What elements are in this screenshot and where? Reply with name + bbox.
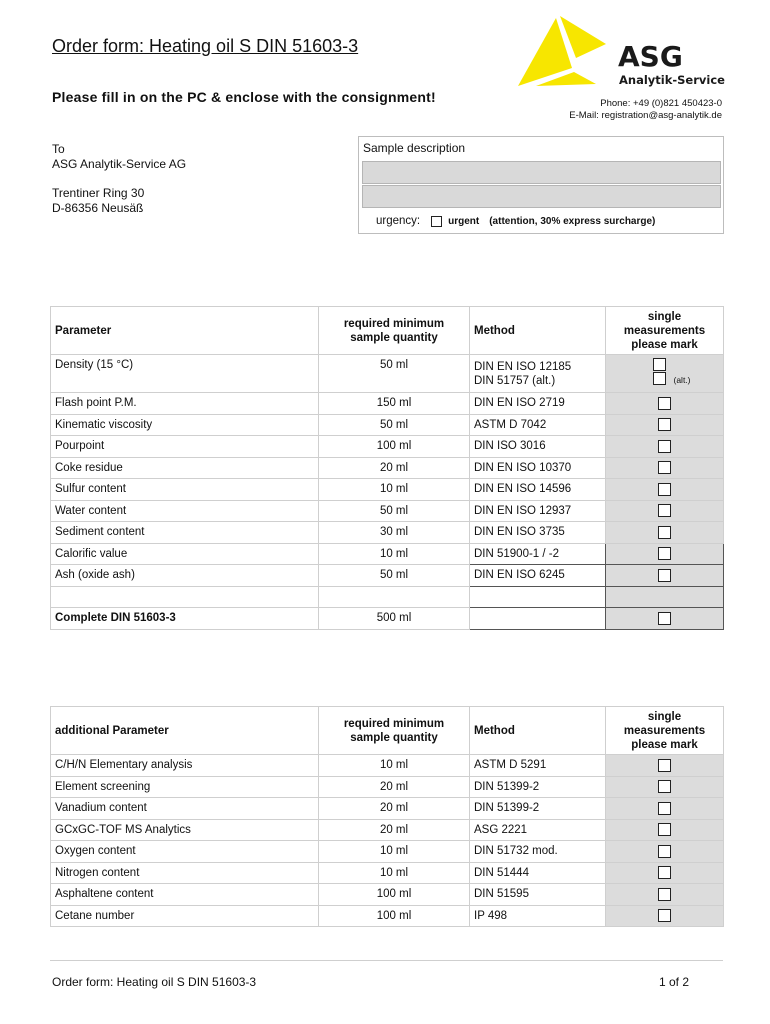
row-mark-cell: [606, 862, 724, 884]
row-quantity: 10 ml: [319, 841, 470, 863]
row-method: DIN EN ISO 3735: [470, 522, 606, 544]
table-row: [51, 500, 724, 522]
additional-parameter-table: [50, 706, 724, 927]
footer-divider: [50, 960, 723, 961]
row-quantity: [319, 586, 470, 608]
row-parameter: Sulfur content: [51, 479, 319, 501]
row-quantity: 50 ml: [319, 500, 470, 522]
header-mark: single measurements please mark: [606, 307, 724, 355]
table-row: [51, 479, 724, 501]
row-mark-cell: [606, 414, 724, 436]
row-quantity: 50 ml: [319, 565, 470, 587]
row-quantity: 20 ml: [319, 819, 470, 841]
row-method: DIN EN ISO 2719: [470, 393, 606, 415]
row-quantity: 10 ml: [319, 479, 470, 501]
logo-subtext: Analytik-Service: [619, 73, 725, 87]
row-parameter: Sediment content: [51, 522, 319, 544]
row-parameter: Coke residue: [51, 457, 319, 479]
header-method: Method: [470, 307, 606, 355]
mark-checkbox[interactable]: [658, 440, 671, 453]
density-checkbox-group: [645, 357, 691, 387]
row-mark-cell: [606, 522, 724, 544]
header-quantity: required minimum sample quantity: [319, 707, 470, 755]
address-company: ASG Analytik-Service AG: [52, 157, 187, 171]
row-parameter: Calorific value: [51, 543, 319, 565]
header-parameter: Parameter: [51, 307, 319, 355]
alt-label: (alt.): [673, 375, 691, 385]
table-row-complete: [51, 608, 724, 630]
email-text: E-Mail: registration@asg-analytik.de: [569, 110, 722, 121]
row-method: [470, 586, 606, 608]
sample-description-label: Sample description: [363, 141, 466, 155]
urgent-label: urgent: [448, 215, 480, 227]
page-number: 1 of 2: [658, 975, 689, 989]
row-mark-cell: [606, 543, 724, 565]
address-city: D-86356 Neusäß: [52, 201, 144, 215]
mark-checkbox[interactable]: [658, 759, 671, 772]
mark-checkbox[interactable]: [658, 418, 671, 431]
table-row: [51, 522, 724, 544]
table-row: [51, 393, 724, 415]
table-row: [51, 755, 724, 777]
row-parameter: Vanadium content: [51, 798, 319, 820]
mark-checkbox[interactable]: [658, 526, 671, 539]
row-mark-cell: [606, 798, 724, 820]
instruction-text: Please fill in on the PC & enclose with the consignment!: [52, 89, 436, 105]
mark-checkbox[interactable]: [658, 823, 671, 836]
page-title: Order form: Heating oil S DIN 51603-3: [52, 36, 359, 56]
row-mark-cell: [606, 586, 724, 608]
table-row: [51, 436, 724, 458]
row-parameter: Flash point P.M.: [51, 393, 319, 415]
recipient-address: [52, 142, 186, 216]
row-method: DIN 51732 mod.: [470, 841, 606, 863]
table-row: [51, 457, 724, 479]
logo-triangle-small: [560, 16, 606, 58]
logo-text: ASG: [618, 40, 683, 73]
table-header-row: [51, 307, 724, 355]
mark-checkbox[interactable]: [653, 358, 666, 371]
row-quantity: 30 ml: [319, 522, 470, 544]
row-parameter: GCxGC-TOF MS Analytics: [51, 819, 319, 841]
sample-description-box: [358, 136, 724, 234]
row-method: ASTM D 5291: [470, 755, 606, 777]
row-parameter: Density (15 °C): [51, 355, 319, 393]
row-quantity: 100 ml: [319, 905, 470, 927]
mark-checkbox[interactable]: [658, 504, 671, 517]
mark-checkbox[interactable]: [658, 845, 671, 858]
row-mark-cell: [606, 884, 724, 906]
urgent-checkbox[interactable]: [431, 216, 442, 227]
mark-checkbox[interactable]: [658, 888, 671, 901]
row-parameter: Element screening: [51, 776, 319, 798]
mark-checkbox[interactable]: [658, 397, 671, 410]
sample-description-field-2[interactable]: [362, 185, 721, 208]
row-quantity: 10 ml: [319, 543, 470, 565]
row-method: ASTM D 7042: [470, 414, 606, 436]
footer-title: Order form: Heating oil S DIN 51603-3: [52, 975, 257, 989]
row-quantity: 500 ml: [319, 608, 470, 630]
row-parameter: Nitrogen content: [51, 862, 319, 884]
row-method-line-1: DIN EN ISO 12185: [474, 360, 572, 373]
table-row: [51, 776, 724, 798]
row-method: DIN 51595: [470, 884, 606, 906]
row-quantity: 100 ml: [319, 436, 470, 458]
row-parameter: [51, 586, 319, 608]
row-method: [470, 355, 606, 393]
mark-checkbox[interactable]: [658, 569, 671, 582]
table-row: [51, 862, 724, 884]
mark-checkbox-alt[interactable]: [653, 372, 666, 385]
row-parameter: Kinematic viscosity: [51, 414, 319, 436]
address-to: To: [52, 142, 65, 156]
urgent-note: (attention, 30% express surcharge): [489, 215, 656, 227]
row-parameter: Pourpoint: [51, 436, 319, 458]
row-parameter: Cetane number: [51, 905, 319, 927]
row-mark-cell: [606, 436, 724, 458]
address-street: Trentiner Ring 30: [52, 186, 145, 200]
row-parameter: Asphaltene content: [51, 884, 319, 906]
row-mark-cell: [606, 755, 724, 777]
row-mark-cell: [606, 905, 724, 927]
table-row: [51, 355, 724, 393]
row-method-line-2: DIN 51757 (alt.): [474, 374, 556, 387]
row-mark-cell: [606, 479, 724, 501]
row-method: DIN EN ISO 6245: [470, 565, 606, 587]
row-mark-cell: [606, 500, 724, 522]
header-mark: single measurements please mark: [606, 707, 724, 755]
row-method: DIN 51900-1 / -2: [470, 543, 606, 565]
mark-checkbox[interactable]: [658, 780, 671, 793]
mark-checkbox[interactable]: [658, 547, 671, 560]
row-method: IP 498: [470, 905, 606, 927]
row-method: ASG 2221: [470, 819, 606, 841]
row-quantity: 150 ml: [319, 393, 470, 415]
row-mark-cell: [606, 608, 724, 630]
mark-checkbox[interactable]: [658, 461, 671, 474]
row-method: DIN EN ISO 12937: [470, 500, 606, 522]
row-quantity: 100 ml: [319, 884, 470, 906]
mark-checkbox[interactable]: [658, 866, 671, 879]
row-mark-cell: [606, 776, 724, 798]
header-quantity: required minimum sample quantity: [319, 307, 470, 355]
row-parameter: Ash (oxide ash): [51, 565, 319, 587]
contact-info: [569, 98, 722, 122]
table-row: [51, 543, 724, 565]
row-method: DIN 51444: [470, 862, 606, 884]
row-quantity: 50 ml: [319, 355, 470, 393]
row-mark-cell: [606, 355, 724, 393]
table-row: [51, 905, 724, 927]
row-mark-cell: [606, 565, 724, 587]
row-quantity: 10 ml: [319, 755, 470, 777]
table-row: [51, 884, 724, 906]
table-row: [51, 565, 724, 587]
row-mark-cell: [606, 841, 724, 863]
header-parameter: additional Parameter: [51, 707, 319, 755]
table-row: [51, 414, 724, 436]
row-method: DIN EN ISO 14596: [470, 479, 606, 501]
row-quantity: 50 ml: [319, 414, 470, 436]
table-row-empty: [51, 586, 724, 608]
row-parameter: Water content: [51, 500, 319, 522]
row-parameter: C/H/N Elementary analysis: [51, 755, 319, 777]
mark-checkbox[interactable]: [658, 802, 671, 815]
row-quantity: 20 ml: [319, 457, 470, 479]
header-method: Method: [470, 707, 606, 755]
mark-checkbox[interactable]: [658, 483, 671, 496]
table-row: [51, 798, 724, 820]
row-parameter: Oxygen content: [51, 841, 319, 863]
table-header-row: [51, 707, 724, 755]
row-method: DIN ISO 3016: [470, 436, 606, 458]
row-mark-cell: [606, 393, 724, 415]
row-method: [470, 608, 606, 630]
urgency-label: urgency:: [376, 215, 421, 227]
row-mark-cell: [606, 457, 724, 479]
table-row: [51, 841, 724, 863]
row-quantity: 10 ml: [319, 862, 470, 884]
mark-checkbox[interactable]: [658, 909, 671, 922]
urgency-row: [376, 215, 655, 227]
row-parameter: Complete DIN 51603-3: [51, 608, 319, 630]
parameter-table: [50, 306, 724, 630]
table-row: [51, 819, 724, 841]
row-method: DIN 51399-2: [470, 776, 606, 798]
row-quantity: 20 ml: [319, 776, 470, 798]
phone-text: Phone: +49 (0)821 450423-0: [600, 98, 722, 109]
row-method: DIN EN ISO 10370: [470, 457, 606, 479]
row-mark-cell: [606, 819, 724, 841]
row-method: DIN 51399-2: [470, 798, 606, 820]
sample-description-field-1[interactable]: [362, 161, 721, 184]
row-quantity: 20 ml: [319, 798, 470, 820]
mark-checkbox[interactable]: [658, 612, 671, 625]
asg-logo: [514, 14, 728, 92]
